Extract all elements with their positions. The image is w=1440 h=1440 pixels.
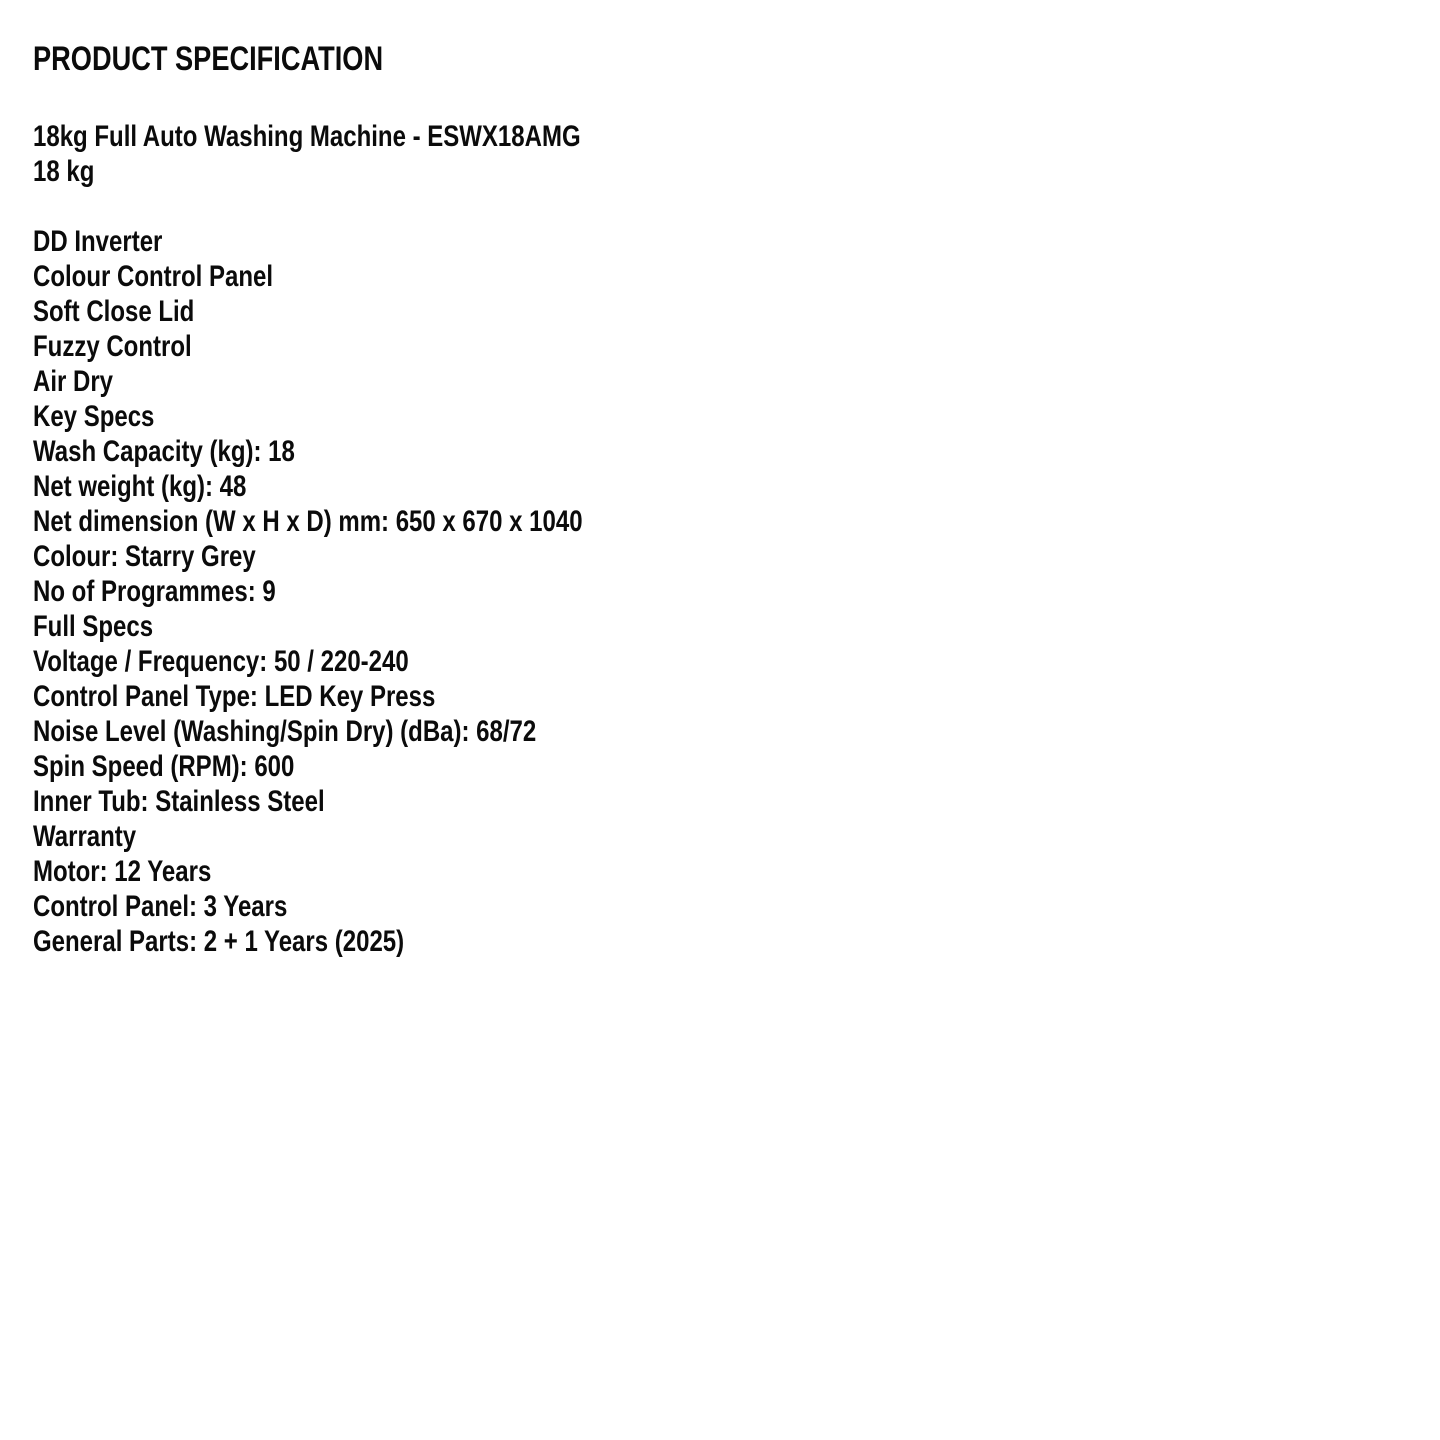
paragraph-gap	[33, 189, 583, 224]
spec-net-weight: Net weight (kg): 48	[33, 470, 247, 503]
product-capacity: 18 kg	[33, 155, 95, 188]
page-title: PRODUCT SPECIFICATION	[33, 40, 384, 78]
warranty-control-panel: Control Panel: 3 Years	[33, 890, 288, 923]
spec-net-dimension: Net dimension (W x H x D) mm: 650 x 670 x 1040	[33, 505, 583, 538]
spec-wash-capacity: Wash Capacity (kg): 18	[33, 435, 295, 468]
feature-fuzzy-control: Fuzzy Control	[33, 330, 192, 363]
spec-noise-level: Noise Level (Washing/Spin Dry) (dBa): 68/72	[33, 715, 537, 748]
key-specs-heading: Key Specs	[33, 400, 155, 433]
feature-soft-close-lid: Soft Close Lid	[33, 295, 195, 328]
warranty-heading: Warranty	[33, 820, 137, 853]
warranty-general-parts: General Parts: 2 + 1 Years (2025)	[33, 925, 405, 958]
warranty-motor: Motor: 12 Years	[33, 855, 212, 888]
spec-spin-speed: Spin Speed (RPM): 600	[33, 750, 295, 783]
feature-air-dry: Air Dry	[33, 365, 114, 398]
spec-colour: Colour: Starry Grey	[33, 540, 256, 573]
spec-sheet	[33, 40, 583, 959]
product-name: 18kg Full Auto Washing Machine - ESWX18AMG	[33, 120, 581, 153]
full-specs-heading: Full Specs	[33, 610, 154, 643]
spec-inner-tub: Inner Tub: Stainless Steel	[33, 785, 325, 818]
spec-control-panel-type: Control Panel Type: LED Key Press	[33, 680, 436, 713]
spec-voltage-frequency: Voltage / Frequency: 50 / 220-240	[33, 645, 409, 678]
spec-programmes: No of Programmes: 9	[33, 575, 276, 608]
feature-dd-inverter: DD Inverter	[33, 225, 163, 258]
feature-colour-control-panel: Colour Control Panel	[33, 260, 273, 293]
